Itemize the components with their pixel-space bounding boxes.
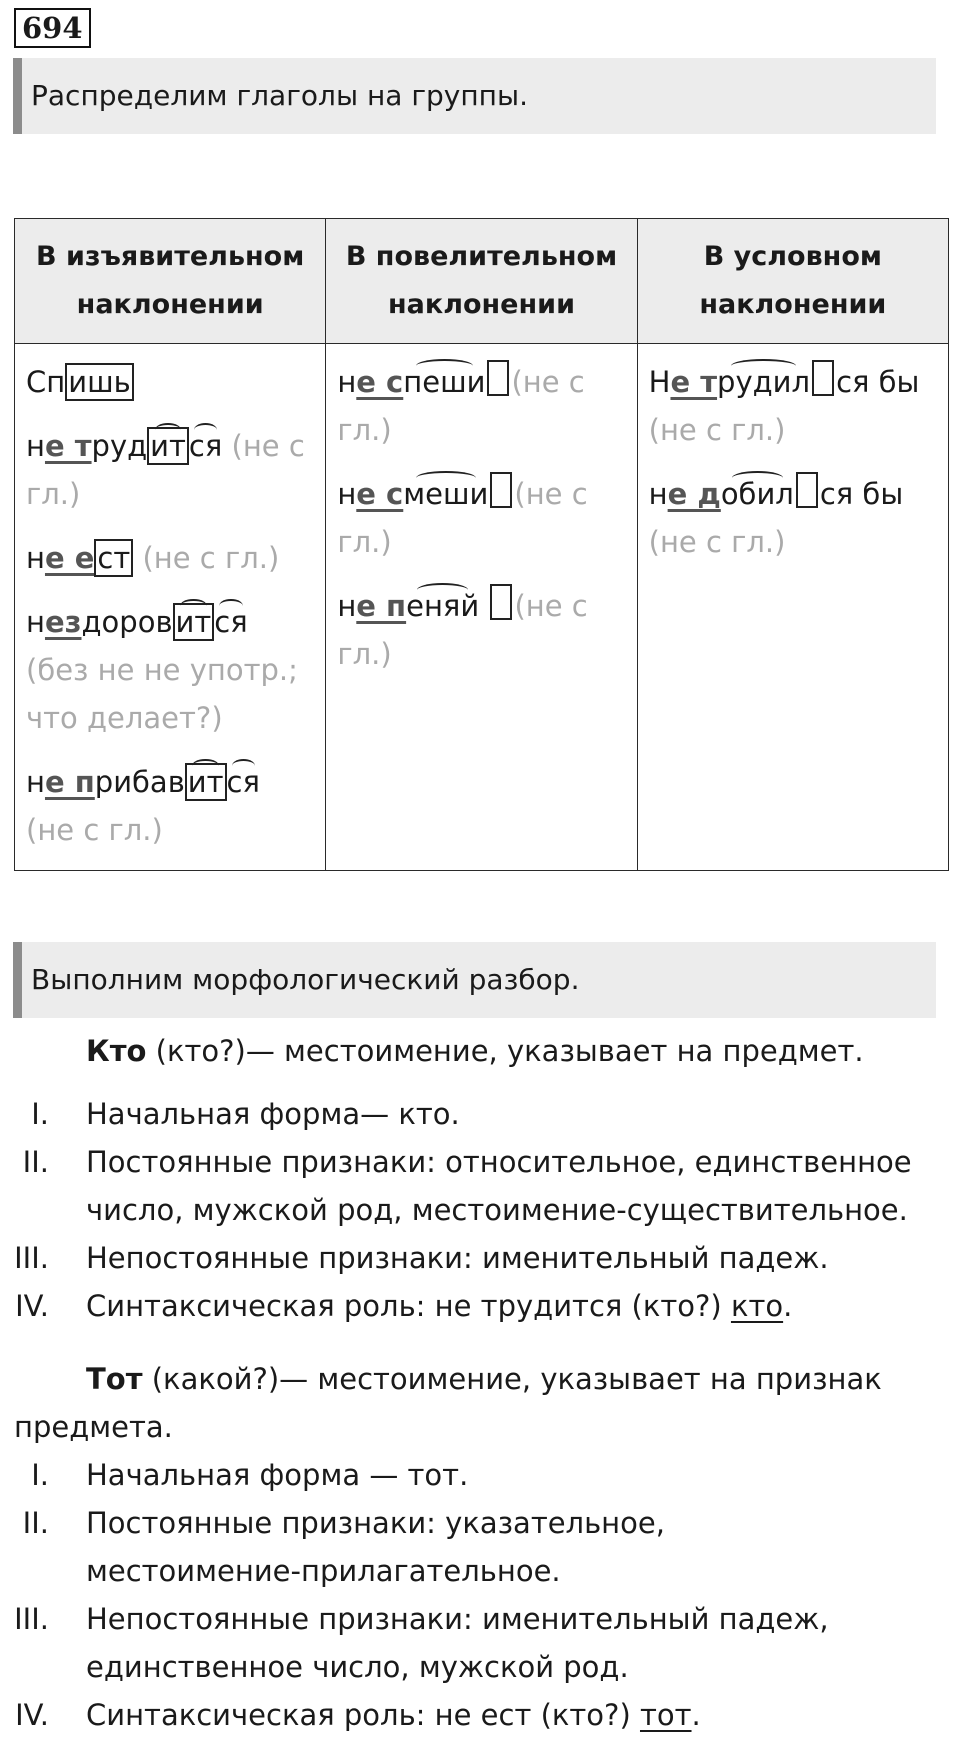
verb-note: (не с гл.) xyxy=(337,477,588,559)
ending-box: ишь xyxy=(65,363,133,401)
verb-entry: не е ст (не с гл.) xyxy=(26,541,280,575)
column-imperative xyxy=(326,344,637,871)
verb-note: (не с гл.) xyxy=(337,589,588,671)
empty-ending-box xyxy=(487,360,509,396)
verb-entry: не труд ит ся (не с гл.) xyxy=(26,429,305,511)
verb-entry: Не трудил ся бы (не с гл.) xyxy=(649,358,938,454)
analysis-intro: Кто (кто?)— местоимение, указывает на предмет. xyxy=(86,1034,864,1068)
verb-entry: не смеши (не с гл.) xyxy=(337,470,626,566)
verb-entry: не пеняй (не с гл.) xyxy=(337,582,626,678)
empty-ending-box xyxy=(490,472,512,508)
ending-box: ит xyxy=(185,763,227,801)
mood-table xyxy=(14,218,949,871)
ending-box: ит xyxy=(147,427,189,465)
ending-box: ит xyxy=(173,603,215,641)
verb-note: (не с гл.) xyxy=(337,365,585,447)
analysis-intro: Тот (какой?)— местоимение, указывает на признак xyxy=(86,1362,882,1396)
verb-entry: Сп ишь xyxy=(26,358,315,406)
verb-note: (не с гл.) xyxy=(142,541,280,575)
ending-box: ст xyxy=(94,539,133,577)
analysis-word: Тот xyxy=(86,1362,143,1396)
verb-entry: нездоров ит ся (без не не употр.; что делает?) xyxy=(26,605,298,735)
verb-note: (не с гл.) xyxy=(648,413,786,447)
analysis-intro-continued: предмета. xyxy=(14,1410,173,1444)
verb-entry: не добил ся бы (не с гл.) xyxy=(649,470,938,566)
syntactic-role-word: кто xyxy=(730,1289,784,1323)
verb-entry: не спеши (не с гл.) xyxy=(337,358,626,454)
header-conditional: В условном наклонении xyxy=(637,219,948,344)
empty-ending-box xyxy=(490,584,512,620)
empty-ending-box xyxy=(796,472,818,508)
header-imperative: В повелительном наклонении xyxy=(326,219,637,344)
section-title-groups: Распределим глаголы на группы. xyxy=(13,58,936,134)
column-indicative xyxy=(15,344,326,871)
task-number: 694 xyxy=(14,8,91,48)
section-title-analysis: Выполним морфологический разбор. xyxy=(13,942,936,1018)
empty-ending-box xyxy=(812,360,834,396)
verb-entry: не прибав ит ся (не с гл.) xyxy=(26,765,260,847)
verb-note: (не с гл.) xyxy=(648,525,786,559)
verb-note: (не с гл.) xyxy=(26,429,305,511)
column-conditional xyxy=(637,344,948,871)
header-indicative: В изъявительном наклонении xyxy=(15,219,326,344)
syntactic-role-word: тот xyxy=(639,1698,692,1732)
verb-note: (не с гл.) xyxy=(26,813,163,847)
analysis-word: Кто xyxy=(86,1034,147,1068)
verb-note: (без не не употр.; что делает?) xyxy=(26,653,298,735)
